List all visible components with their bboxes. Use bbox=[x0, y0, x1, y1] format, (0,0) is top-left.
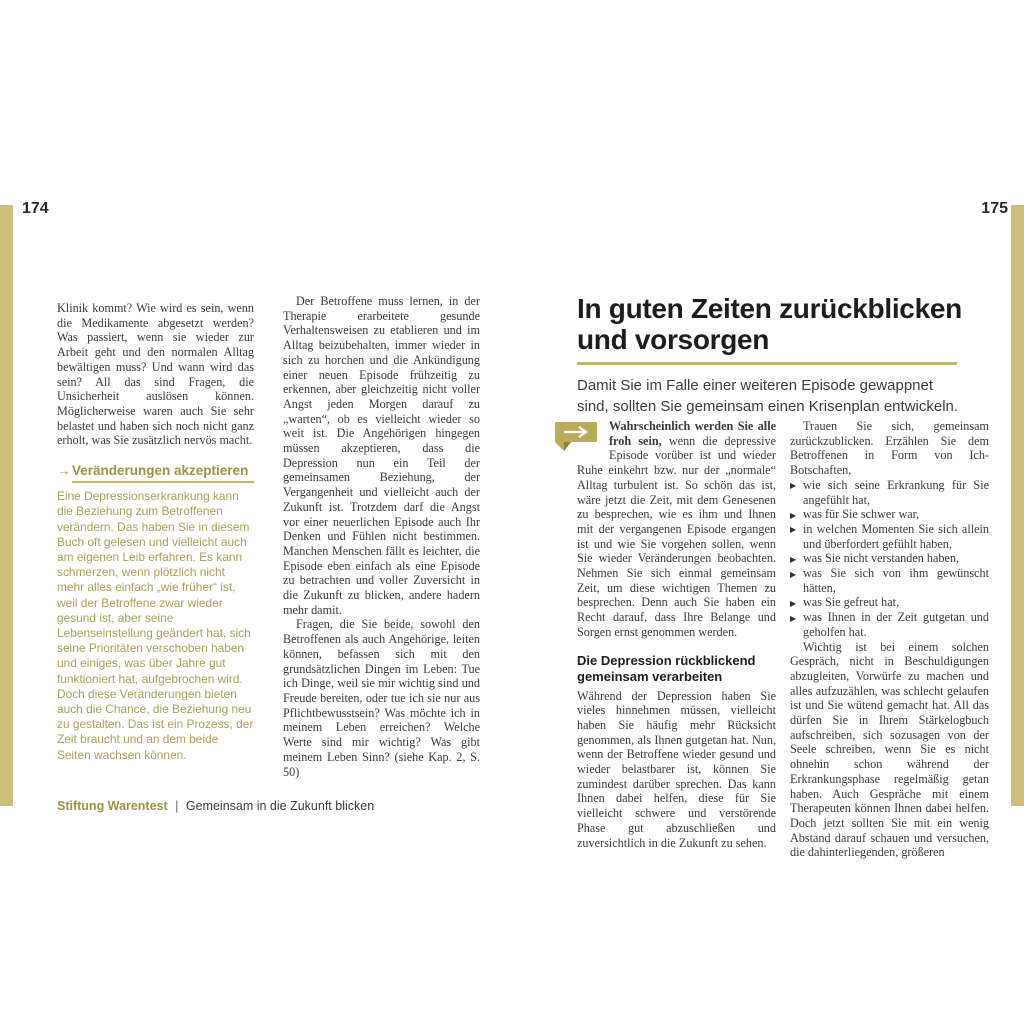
right-page-column-1 bbox=[577, 419, 776, 850]
list-item bbox=[790, 595, 989, 610]
list-item bbox=[790, 522, 989, 551]
tag-arrow-icon bbox=[577, 419, 609, 451]
list-item bbox=[790, 610, 989, 639]
accept-changes-infobox bbox=[57, 463, 254, 763]
left-page-column-2 bbox=[283, 294, 480, 779]
paragraph: Während der Depression haben Sie vieles hinnehmen müssen, vielleicht haben Sie häufig mehr Rücksicht genommen, als Ihnen gutgetan hat. Nun, wenn der Betroffene wieder gesund und wieder belastbarer ist, können Sie zumindest darüber sprechen. Das kann Ihnen dabei helfen, diese für Sie vielleicht schwere und verstörende Phase gut abzuschließen und zuversichtlich in die Zukunft zu sehen. bbox=[577, 688, 776, 850]
list-item-text: wie sich seine Erkrankung für Sie angefühlt hat, bbox=[803, 477, 989, 507]
intro-bold-text: Wahrscheinlich werden Sie alle froh sein, bbox=[609, 419, 776, 448]
list-item-text: was Sie sich von ihm gewünscht hätten, bbox=[803, 566, 989, 595]
list-item-text: was Sie nicht verstanden haben, bbox=[803, 551, 960, 566]
infobox-title bbox=[57, 463, 254, 483]
infobox-body: Eine Depressionserkrankung kann die Beziehung zum Betroffenen verändern. Das haben Sie in diesem Buch oft gelesen und vielleicht auch am eigenen Leib erfahren. Es kann schmerzen, wenn plötzlich nicht mehr alles einfach „wie früher“ ist, weil der Betroffene zwar wieder gesund ist, aber seine Lebenseinstellung geändert hat, sich seine Prioritäten verschoben haben und einiges, was über Jahre gut funktioniert hat, aufgebrochen wird. Doch diese Veränderungen bieten auch die Chance, die Beziehung neu zu gestalten. Das ist ein Prozess, der Zeit braucht und an dem beide Seiten wachsen können. bbox=[57, 489, 254, 762]
infobox-title-text: Veränderungen akzeptieren bbox=[72, 463, 249, 479]
paragraph: Der Betroffene muss lernen, in der Therapie erarbeitete gesunde Verhaltensweisen zu etablieren und im Alltag beizubehalten, immer wieder in sich zu horchen und die Ankündigung einer neuen Episode frühzeitig zu erkennen, aber gleichzeitig nicht voller Angst jeden Morgen darauf zu „warten“, ob es vielleicht wieder so weit ist. Die Angehörigen hingegen müssen akzeptieren, dass die Depression nun ein Teil der gemeinsamen Beziehung, der Vergangenheit und vielleicht auch der Zukunft ist. Trotzdem darf die Angst vor einer neuerlichen Episode auch Ihr Denken und Fühlen nicht bestimmen. Manchen Menschen fällt es leichter, die Episode eben einfach als eine Episode zu betrachten und voller Zuversicht in die Zukunft zu blicken, andere hadern mehr damit. bbox=[283, 294, 480, 617]
list-item bbox=[790, 551, 989, 566]
right-edge-accent-bar bbox=[1011, 205, 1024, 806]
footer-separator: | bbox=[175, 799, 179, 813]
page-number-right: 175 bbox=[981, 200, 1008, 217]
bullet-triangle-icon: ▶ bbox=[790, 613, 797, 623]
bullet-triangle-icon: ▶ bbox=[790, 569, 797, 579]
paragraph: Wichtig ist bei einem solchen Gespräch, nicht in Beschuldigungen abzugleiten, Vorwürfe zu machen und alles aufzuzählen, was schlecht gelaufen ist und Sie wütend gemacht hat. All das dürfen Sie in Ihrem Stärkelogbuch aufschreiben, sich sozusagen von der Seele schreiben, wenn Sie es nicht ohnehin schon während der Erkrankungsphase regelmäßig getan haben. Auch Gespräche mit einem Therapeuten können Ihnen dabei helfen. Doch jetzt sollten Sie mit ein wenig Abstand darauf schauen und versuchen, die dahinterliegenden, größeren bbox=[790, 639, 989, 860]
running-footer bbox=[57, 799, 374, 813]
right-page-column-2 bbox=[790, 419, 989, 860]
chapter-title: Gemeinsam in die Zukunft blicken bbox=[185, 799, 375, 813]
intro-paragraph bbox=[577, 419, 776, 640]
list-item-text: was für Sie schwer war, bbox=[803, 507, 920, 522]
title-underline bbox=[577, 362, 957, 365]
bullet-triangle-icon: ▶ bbox=[790, 510, 797, 520]
list-item-text: in welchen Momenten Sie sich allein und überfordert gefühlt haben, bbox=[803, 521, 989, 551]
intro-rest-text: wenn die depressive Episode vorüber ist und wieder Ruhe einkehrt bzw. nur der „normale“ Alltag turbulent ist. So schön das ist, wäre jetzt die Zeit, mit dem Genesenen zu besprechen, wie es ihm und Ihnen mit der vergangenen Episode ergangen ist und wie Sie vorgehen sollen, wenn Sie wieder Veränderungen beobachten. Nehmen Sie sich einmal gemeinsam Zeit, um diese wichtigen Themen zu besprechen. Denn auch Sie haben ein Recht darauf, dass Ihre Belange und Sorgen ernst genommen werden. bbox=[577, 433, 777, 639]
page-title-line2: und vorsorgen bbox=[577, 324, 770, 355]
bullet-triangle-icon: ▶ bbox=[790, 598, 797, 608]
arrow-right-icon: → bbox=[57, 463, 71, 479]
paragraph: Klinik kommt? Wie wird es sein, wenn die Medikamente abgesetzt werden? Was passiert, wenn sie wieder zur Arbeit geht und den normalen Alltag bewältigen muss? Und wann wird das sein? All das sind Fragen, die Unsicherheit auslösen können. Möglicherweise waren auch Sie sehr belastet und haben sich noch nicht ganz erholt, was Sie zusätzlich nervös macht. bbox=[57, 301, 254, 448]
left-edge-accent-bar bbox=[0, 205, 13, 806]
list-item-text: was Sie gefreut hat, bbox=[803, 595, 900, 610]
list-item bbox=[790, 566, 989, 595]
bullet-triangle-icon: ▶ bbox=[790, 525, 797, 535]
publisher-brand: Stiftung Warentest bbox=[57, 799, 168, 813]
bullet-triangle-icon: ▶ bbox=[790, 554, 797, 564]
paragraph: Fragen, die Sie beide, sowohl den Betroffenen als auch Angehörige, leiten können, befassen sich mit den grundsätzlichen Dingen im Leben: Tue ich Dinge, weil sie mir wichtig sind und Freude bereiten, oder tue ich sie nur aus Pflichtbewusstsein? Was möchte ich in meinem Leben erreichen? Welche Werte sind mir wichtig? Was gibt meinem Leben Sinn? (siehe Kap. 2, S. 50) bbox=[283, 617, 480, 779]
list-item bbox=[790, 478, 989, 507]
ich-botschaften-list bbox=[790, 478, 989, 640]
section-heading: Die Depression rückblickend gemeinsam verarbeiten bbox=[577, 652, 756, 684]
page-number-left: 174 bbox=[22, 200, 49, 217]
list-item bbox=[790, 507, 989, 522]
page-title-line1: In guten Zeiten zurückblicken bbox=[577, 293, 962, 324]
page-title bbox=[577, 293, 972, 355]
page-subtitle: Damit Sie im Falle einer weiteren Episode gewappnet sind, sollten Sie gemeinsam einen Krisenplan entwickeln. bbox=[577, 377, 959, 415]
paragraph: Trauen Sie sich, gemeinsam zurückzublicken. Erzählen Sie dem Betroffenen in Form von Ich-Botschaften, bbox=[790, 419, 989, 478]
left-page-column-1 bbox=[57, 301, 254, 763]
chapter-header bbox=[577, 293, 972, 417]
list-item-text: was Ihnen in der Zeit gutgetan und geholfen hat. bbox=[803, 610, 989, 639]
bullet-triangle-icon: ▶ bbox=[790, 481, 797, 491]
